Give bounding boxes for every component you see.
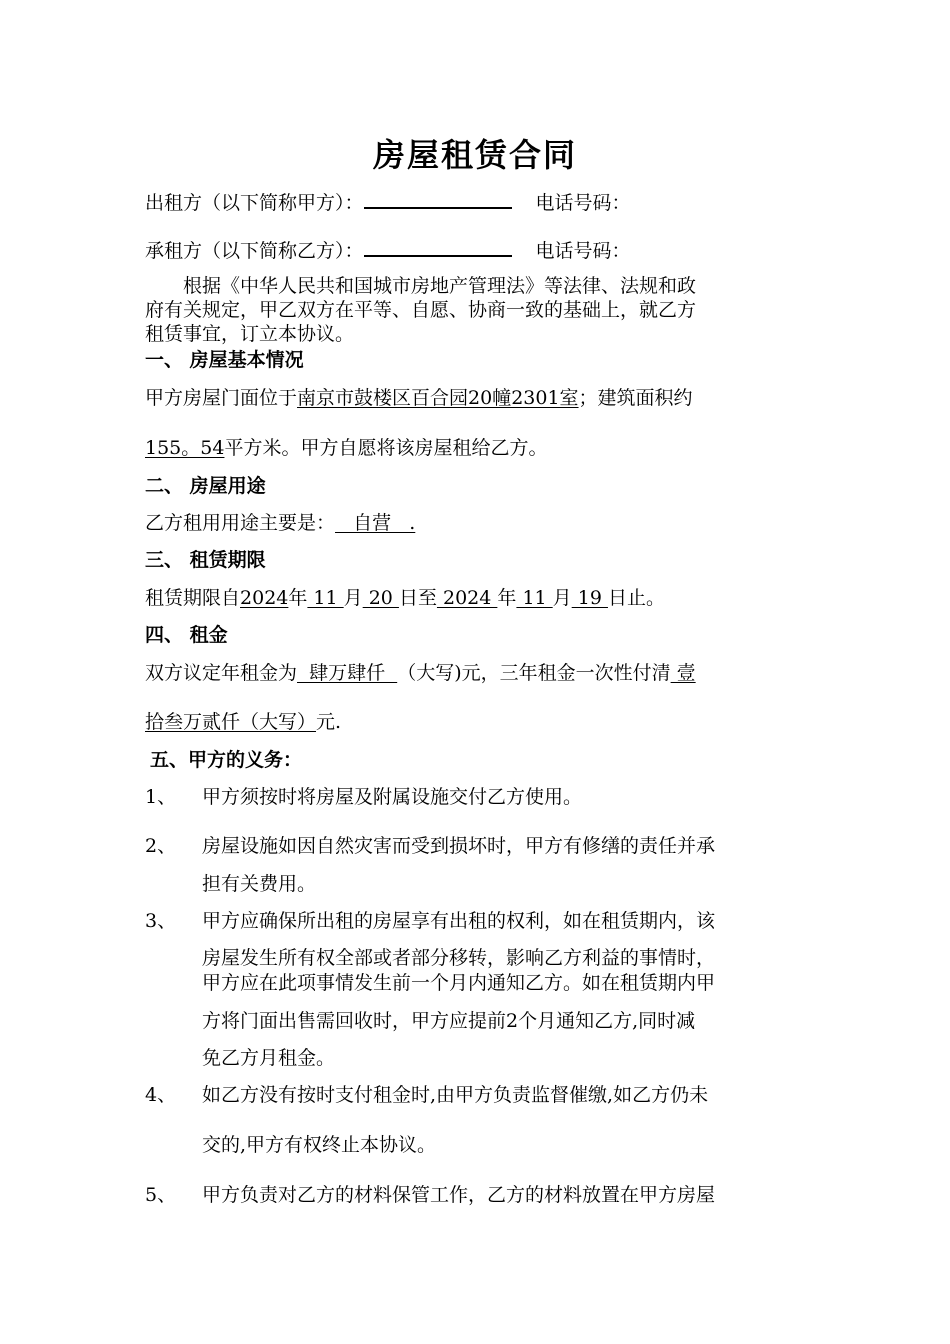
month-unit: 月	[343, 587, 363, 609]
item-2-line-2: 担有关费用。	[202, 873, 317, 895]
section-3-heading: 三、 租赁期限	[145, 549, 266, 571]
rent-suffix: 元.	[316, 711, 342, 733]
item-3-line-2: 房屋发生所有权全部或者部分移转，影响乙方利益的事情时，	[202, 947, 716, 969]
annual-rent: 肆万肆仟	[297, 662, 398, 684]
lessee-phone-label: 电话号码：	[535, 240, 631, 262]
item-2-number: 2、	[145, 835, 177, 857]
usage-value: 自营 .	[335, 512, 416, 534]
item-1-number: 1、	[145, 786, 177, 808]
term-to: 日至	[398, 587, 437, 609]
lessor-label: 出租方（以下简称甲方）：	[145, 192, 364, 214]
rent-middle: （大写)元，三年租金一次性付清	[397, 662, 671, 684]
preamble-line-2: 府有关规定，甲乙双方在平等、自愿、协商一致的基础上，就乙方	[145, 299, 697, 321]
usage-prefix: 乙方租用用途主要是：	[145, 512, 336, 534]
item-5-number: 5、	[145, 1184, 177, 1206]
section-1-line-2	[145, 436, 810, 460]
item-1-line-1: 甲方须按时将房屋及附属设施交付乙方使用。	[202, 786, 583, 808]
end-year: 2024	[436, 587, 498, 609]
area-prefix: ；建筑面积约	[578, 387, 693, 409]
term-prefix: 租赁期限自	[145, 587, 241, 609]
item-4-line-2: 交的,甲方有权终止本协议。	[202, 1134, 437, 1156]
item-3-line-3: 甲方应在此项事情发生前一个月内通知乙方。如在租赁期内甲	[202, 972, 716, 994]
item-4-line-1: 如乙方没有按时支付租金时,由甲方负责监督催缴,如乙方仍未	[202, 1084, 709, 1106]
area-suffix: 平方米。甲方自愿将该房屋租给乙方。	[224, 437, 548, 459]
term-end: 日止。	[607, 587, 665, 609]
property-area: 155。54	[145, 437, 225, 459]
item-4-number: 4、	[145, 1084, 177, 1106]
lessor-name-blank[interactable]	[364, 188, 512, 209]
start-month: 11	[307, 587, 344, 609]
lessee-line	[145, 236, 810, 263]
section-4-line-2	[145, 710, 810, 734]
month-unit-2: 月	[552, 587, 572, 609]
lessee-label: 承租方（以下简称乙方）：	[145, 240, 364, 262]
start-day: 20	[362, 587, 399, 609]
item-3-line-4: 方将门面出售需回收时，甲方应提前2个月通知乙方,同时减	[202, 1010, 696, 1032]
preamble-line-1: 根据《中华人民共和国城市房地产管理法》等法律、法规和政	[183, 275, 697, 297]
section-1-line-1	[145, 386, 810, 410]
preamble-line-3: 租赁事宜，订立本协议。	[145, 323, 355, 345]
lessor-phone-label: 电话号码：	[535, 192, 631, 214]
item-3-number: 3、	[145, 910, 177, 932]
total-rent-part-1: 壹	[670, 662, 696, 684]
item-3-line-5: 免乙方月租金。	[202, 1047, 336, 1069]
section-5-heading: 五、甲方的义务：	[150, 749, 303, 771]
end-day: 19	[571, 587, 608, 609]
section-2-line	[145, 511, 810, 535]
section-1-heading: 一、 房屋基本情况	[145, 349, 304, 371]
item-3-line-1: 甲方应确保所出租的房屋享有出租的权利，如在租赁期内，该	[202, 910, 716, 932]
year-unit: 年	[288, 587, 308, 609]
section-2-heading: 二、 房屋用途	[145, 475, 266, 497]
section-3-line	[145, 586, 810, 610]
section-4-heading: 四、 租金	[145, 624, 228, 646]
property-address: 南京市鼓楼区百合园20幢2301室	[297, 387, 579, 409]
total-rent-part-2: 拾叁万贰仟（大写）	[145, 711, 317, 733]
address-prefix: 甲方房屋门面位于	[145, 387, 298, 409]
section-4-line-1	[145, 661, 810, 685]
item-5-line-1: 甲方负责对乙方的材料保管工作，乙方的材料放置在甲方房屋	[202, 1184, 716, 1206]
year-unit-2: 年	[497, 587, 517, 609]
item-2-line-1: 房屋设施如因自然灾害而受到损坏时，甲方有修缮的责任并承	[202, 835, 716, 857]
end-month: 11	[516, 587, 553, 609]
document-title: 房屋租赁合同	[372, 136, 577, 174]
rent-prefix: 双方议定年租金为	[145, 662, 298, 684]
start-year: 2024	[240, 587, 289, 609]
lessee-name-blank[interactable]	[364, 236, 512, 257]
lessor-line	[145, 188, 810, 215]
